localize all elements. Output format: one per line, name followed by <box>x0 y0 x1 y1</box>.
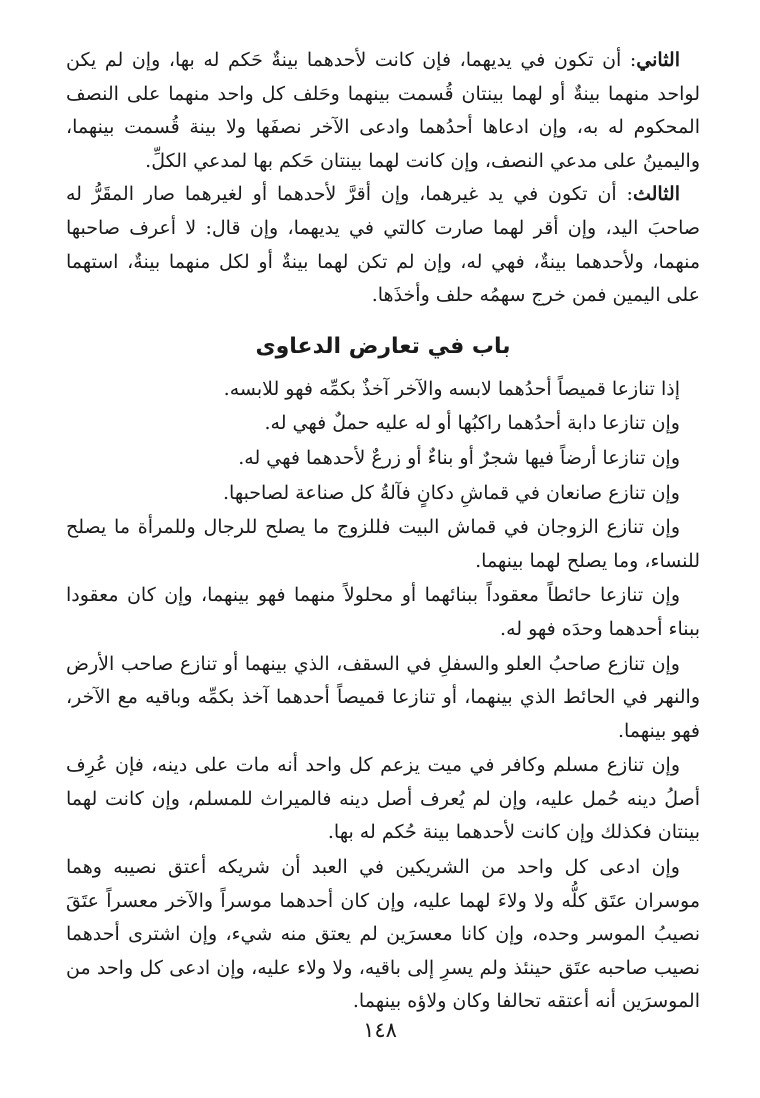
paragraph: وإن تنازعا دابة أحدُهما راكبُها أو له عليه حملٌ فهي له. <box>264 412 680 435</box>
paragraph: وإن تنازع الزوجان في قماش البيت فللزوج ما يصلح للرجال وللمرأة ما يصلح للنساء، وما يصلح لهما بينهما. <box>66 516 700 572</box>
paragraph: وإن تنازع صانعان في قماشِ دكانٍ فآلةُ كل صناعة لصاحبها. <box>222 481 680 504</box>
section-lead-third: الثالث <box>632 183 680 206</box>
section-two-text: : أن تكون في يديهما، فإن كانت لأحدهما بينةٌ حَكم له بها، وإن لم يكن لواحد منهما بينةٌ أو لهما بينتان قُسمت بينهما وحَلف كل واحد منهما على النصف المحكوم له به، وإن ادعاها أحدُهما وادعى الآخر نصفَها ولا بينة قُسمت بينهما، واليمينُ على مدعي النصف، وإن كانت لهما بينتان حَكم بها لمدعي الكلِّ. <box>66 49 700 172</box>
chapter-heading: باب في تعارض الدعاوى <box>255 333 511 359</box>
paragraph: وإن تنازع مسلم وكافر في ميت يزعم كل واحد أنه مات على دينه، فإن عُرِف أصلُ دينه حُمل عليه، وإن لم يُعرف أصل دينه فالميراث للمسلم، وإن كانت لهما بينتان فكذلك وإن كانت لأحدهما بينة حُكم له بها. <box>66 754 700 844</box>
page-number: ١٤٨ <box>363 1018 397 1042</box>
paragraph: إذا تنازعا قميصاً أحدُهما لابسه والآخر آخذٌ بكمِّه فهو للابسه. <box>223 377 680 400</box>
page-body <box>66 44 700 1019</box>
paragraph: وإن تنازعا حائطاً معقوداً ببنائهما أو محلولاً منهما فهو بينهما، وإن كان معقودا ببناء أحدهما وحدَه فهو له. <box>66 584 700 640</box>
section-three-text: : أن تكون في يد غيرهما، وإن أقرَّ لأحدهما أو لغيرهما صار المقَرُّ له صاحبَ اليد، وإن أقر لهما صارت كالتي في يديهما، وإن قال: لا أعرف صاحبها منهما، ولأحدهما بينةٌ، فهي له، وإن لم تكن لهما بينةٌ أو لكل منهما بينةٌ، استهما على اليمين فمن خرج سهمُه حلف وأخذَها. <box>66 183 700 307</box>
paragraph: وإن ادعى كل واحد من الشريكين في العبد أن شريكه أعتق نصيبه وهما موسران عتَق كلُّه ولا ولاءَ لهما عليه، وإن كان أحدهما موسراً والآخر معسراً عتَقَ نصيبُ الموسر وحده، وإن كانا معسرَين لم يعتق منه شيء، وإن اشترى أحدهما نصيب صاحبه عتَق حينئذ ولم يسرِ إلى باقيه، ولا ولاء عليه، وإن ادعى كل واحد من الموسرَين أنه أعتقه تحالفا وكان ولاؤه بينهما. <box>66 856 700 1013</box>
section-lead-second: الثاني <box>636 49 680 71</box>
paragraph: وإن تنازع صاحبُ العلو والسفلِ في السقف، الذي بينهما أو تنازع صاحب الأرض والنهر في الحائط الذي بينهما، أو تنازعا قميصاً أحدهما آخذ بكمِّه وباقيه مع الآخر، فهو بينهما. <box>66 652 700 742</box>
paragraph-section-three <box>66 178 700 312</box>
paragraph-section-two <box>66 44 700 178</box>
paragraph: وإن تنازعا أرضاً فيها شجرٌ أو بناءٌ أو زرعٌ لأحدهما فهي له. <box>238 446 680 469</box>
